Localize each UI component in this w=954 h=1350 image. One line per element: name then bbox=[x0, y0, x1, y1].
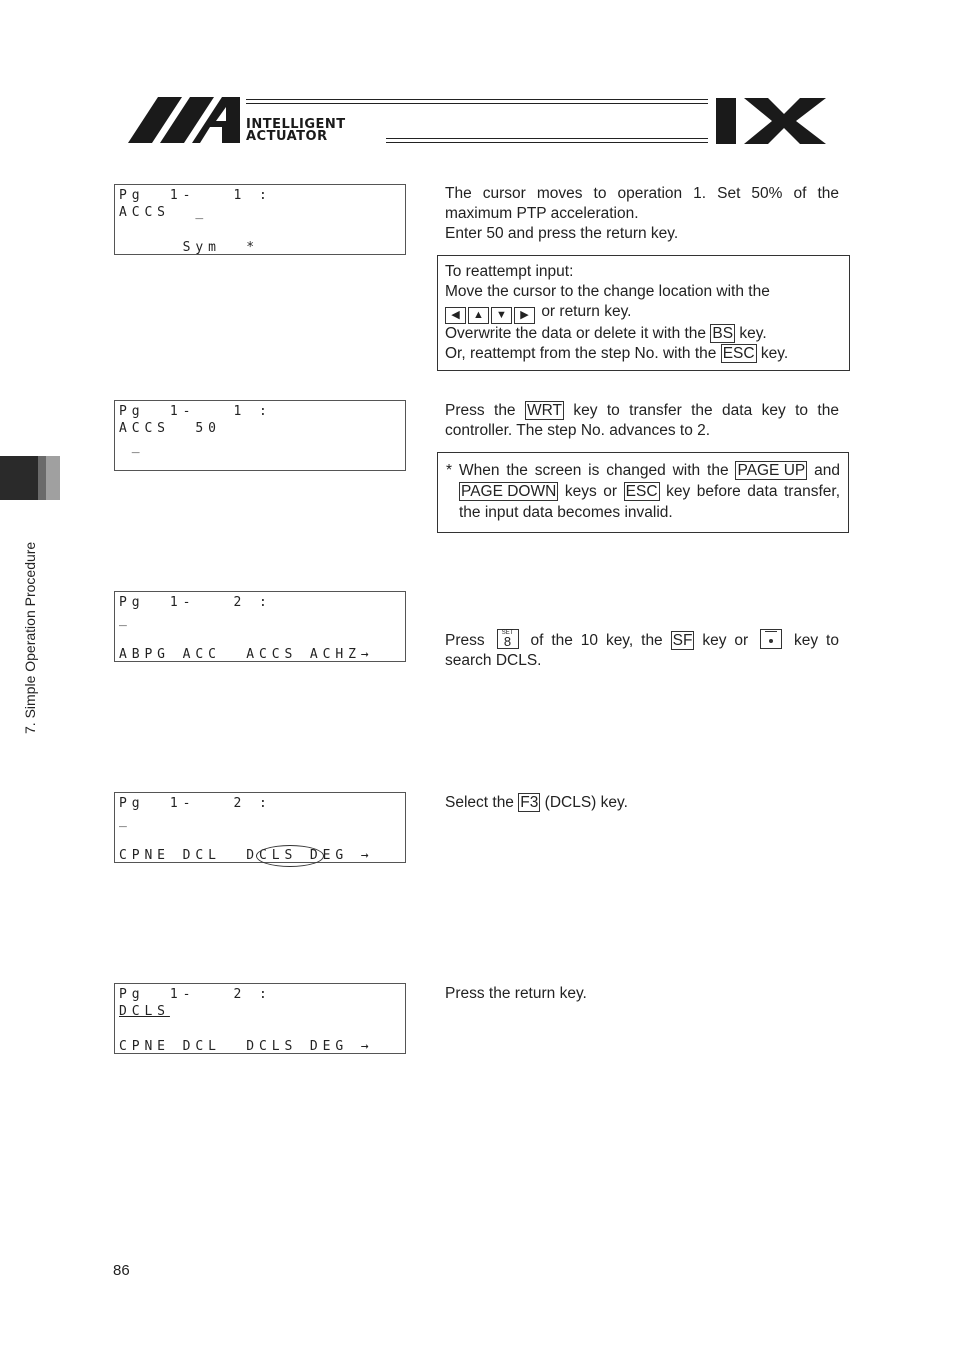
key-8-icon bbox=[497, 629, 519, 649]
lcd-row: CPNE DCL DCLS DEG → bbox=[119, 1039, 374, 1054]
dcls-highlight-circle bbox=[256, 845, 324, 867]
lcd-row: Pg 1- 1 : bbox=[119, 404, 272, 419]
paragraph: Select the bbox=[445, 794, 514, 811]
step2-text bbox=[445, 401, 839, 441]
paragraph: key or bbox=[702, 632, 749, 649]
step4-text bbox=[445, 793, 839, 813]
minus-dot-key-icon bbox=[760, 629, 782, 649]
lcd-row: Pg 1- 2 : bbox=[119, 987, 272, 1002]
note-heading: To reattempt input: bbox=[445, 263, 574, 280]
note-text: and bbox=[814, 462, 840, 479]
page-number: 86 bbox=[113, 1262, 130, 1279]
left-arrow-key-icon: ◀ bbox=[445, 307, 466, 324]
ix-logo-icon bbox=[714, 96, 828, 146]
note-line bbox=[445, 324, 839, 344]
lcd-screen-step2 bbox=[114, 400, 406, 471]
lcd-row: Pg 1- 1 : bbox=[119, 188, 272, 203]
step1-text bbox=[445, 184, 839, 244]
f3-key: F3 bbox=[520, 794, 539, 811]
note-text: key. bbox=[739, 325, 767, 342]
lcd-row: ABPG ACC ACCS ACHZ→ bbox=[119, 647, 374, 662]
page-up-key: PAGE UP bbox=[737, 462, 806, 479]
note-text: key before data transfer, the input data becomes invalid. bbox=[459, 483, 840, 521]
lcd-row: _ bbox=[119, 439, 145, 454]
esc-key: ESC bbox=[722, 345, 755, 362]
lcd-row: _ bbox=[119, 813, 132, 828]
brand-line-2: ACTUATOR bbox=[246, 129, 328, 144]
paragraph: Press the bbox=[445, 402, 516, 419]
esc-key: ESC bbox=[625, 483, 658, 500]
lcd-screen-step4 bbox=[114, 792, 406, 863]
note-text: Or, reattempt from the step No. with the bbox=[445, 345, 717, 362]
paragraph: Press bbox=[445, 632, 485, 649]
paragraph: key to search DCLS. bbox=[445, 632, 839, 669]
note-line bbox=[445, 344, 839, 364]
lcd-row: ACCS 50 bbox=[119, 421, 221, 436]
chapter-tab-label: 7. Simple Operation Procedure bbox=[22, 541, 38, 734]
brand-name bbox=[246, 119, 346, 143]
lcd-row: Pg 1- 2 : bbox=[119, 796, 272, 811]
down-arrow-key-icon: ▼ bbox=[491, 307, 512, 324]
header-rule-bottom2 bbox=[386, 142, 708, 143]
lcd-row: CPNE DCL DCLS DEG → bbox=[119, 848, 374, 863]
ia-logo-icon bbox=[126, 95, 244, 145]
page-down-key: PAGE DOWN bbox=[461, 483, 557, 500]
paragraph: Enter 50 and press the return key. bbox=[445, 225, 679, 242]
chapter-tab-marker bbox=[0, 456, 60, 500]
lcd-row: Pg 1- 2 : bbox=[119, 595, 272, 610]
paragraph: key to transfer the data key to the controller. The step No. advances to 2. bbox=[445, 402, 839, 439]
header-rule-bottom bbox=[386, 138, 708, 139]
key-8-subscript: SET bbox=[501, 630, 514, 636]
note-text: or return key. bbox=[541, 303, 632, 320]
note-text: Overwrite the data or delete it with the bbox=[445, 325, 707, 342]
note-text: When the screen is changed with the bbox=[459, 462, 729, 479]
up-arrow-key-icon: ▲ bbox=[468, 307, 489, 324]
paragraph: (DCLS) key. bbox=[544, 794, 628, 811]
note-content bbox=[445, 262, 839, 364]
lcd-screen-step1 bbox=[114, 184, 406, 255]
sf-key: SF bbox=[672, 632, 693, 649]
lcd-row: _ bbox=[119, 612, 132, 627]
note-text: keys or bbox=[564, 483, 618, 500]
page-change-note-box bbox=[437, 452, 849, 533]
right-arrow-key-icon: ▶ bbox=[514, 307, 535, 324]
paragraph: of the 10 key, the bbox=[530, 632, 663, 649]
bs-key: BS bbox=[712, 325, 734, 342]
reattempt-note-box bbox=[437, 255, 850, 371]
header-rule-top2 bbox=[246, 103, 708, 104]
paragraph: The cursor moves to operation 1. Set 50% of the maximum PTP acceleration. bbox=[445, 185, 839, 222]
note-content bbox=[459, 460, 840, 523]
lcd-row: DCLS bbox=[119, 1004, 170, 1019]
lcd-screen-step3 bbox=[114, 591, 406, 662]
lcd-screen-step5 bbox=[114, 983, 406, 1054]
note-line: Move the cursor to the change location with the bbox=[445, 283, 770, 300]
note-line bbox=[445, 302, 839, 324]
note-text: key. bbox=[760, 345, 789, 362]
step5-text: Press the return key. bbox=[445, 985, 587, 1002]
lcd-row: ACCS _ bbox=[119, 205, 209, 220]
wrt-key: WRT bbox=[526, 402, 562, 419]
step3-text bbox=[445, 629, 839, 671]
header-rule-top bbox=[246, 99, 708, 100]
note-asterisk: * bbox=[446, 462, 453, 479]
lcd-row: Sym * bbox=[119, 240, 259, 255]
brand-line-1: INTELLIGENT bbox=[246, 117, 346, 132]
key-8-label: 8 bbox=[503, 634, 512, 649]
